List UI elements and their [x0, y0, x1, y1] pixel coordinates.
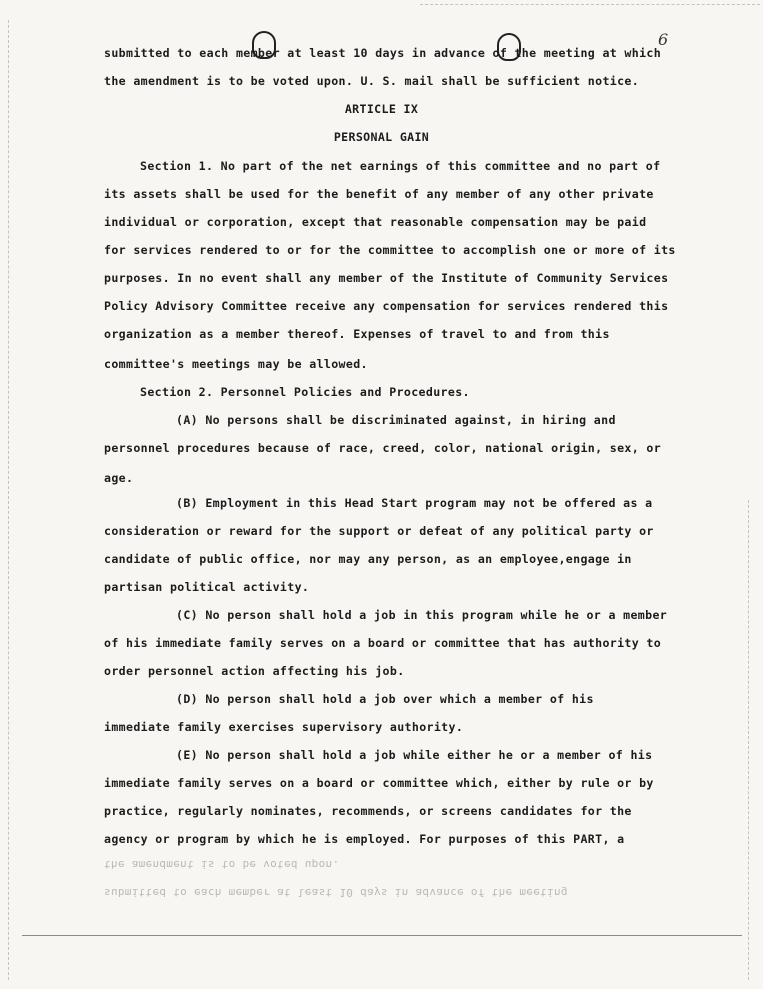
text-line: for services rendered to or for the committee to accomplish one or more of its [104, 243, 676, 257]
section-2-heading: Section 2. Personnel Policies and Procedures. [140, 385, 470, 399]
section-1-paragraph: Section 1. No part of the net earnings of this committee and no part of [140, 159, 661, 173]
text-line: practice, regularly nominates, recommends, or screens candidates for the [104, 804, 632, 818]
text-line: organization as a member thereof. Expenses of travel to and from this [104, 327, 610, 341]
text-line: age. [104, 471, 134, 485]
text-line: the amendment is to be voted upon. U. S. mail shall be sufficient notice. [104, 74, 640, 88]
text-line: agency or program by which he is employed. For purposes of this PART, a [104, 832, 625, 846]
clause-a: (A) No persons shall be discriminated against, in hiring and [176, 413, 616, 427]
bottom-rule [22, 935, 742, 936]
text-line: individual or corporation, except that reasonable compensation may be paid [104, 215, 647, 229]
text-line: of his immediate family serves on a board or committee that has authority to [104, 636, 662, 650]
page-number: 6 [658, 30, 669, 49]
bleed-through-text: submitted to each member at least 10 days in advance of the meeting [104, 886, 568, 899]
clause-b: (B) Employment in this Head Start program may not be offered as a [176, 496, 653, 510]
text-line: consideration or reward for the support or defeat of any political party or [104, 524, 654, 538]
article-title: ARTICLE IX [344, 102, 419, 116]
text-line: purposes. In no event shall any member of the Institute of Community Services [104, 271, 669, 285]
bleed-through-text: the amendment is to be voted upon. [104, 858, 340, 871]
clause-c: (C) No person shall hold a job in this program while he or a member [176, 608, 668, 622]
right-margin-rule [748, 500, 750, 980]
text-line: candidate of public office, nor may any person, as an employee,engage in [104, 552, 632, 566]
text-line: its assets shall be used for the benefit of any member of any other private [104, 187, 654, 201]
top-edge-rule [420, 4, 760, 6]
text-line: order personnel action affecting his job. [104, 664, 405, 678]
text-line: Policy Advisory Committee receive any compensation for services rendered this [104, 299, 669, 313]
clause-d: (D) No person shall hold a job over which a member of his [176, 692, 594, 706]
article-heading: PERSONAL GAIN [333, 130, 430, 144]
text-line: immediate family exercises supervisory authority. [104, 720, 464, 734]
clause-e: (E) No person shall hold a job while either he or a member of his [176, 748, 653, 762]
text-line: submitted to each member at least 10 days in advance of the meeting at which [104, 46, 662, 60]
text-line: committee's meetings may be allowed. [104, 357, 368, 371]
left-margin-rule [8, 20, 10, 980]
text-line: personnel procedures because of race, creed, color, national origin, sex, or [104, 441, 662, 455]
text-line: partisan political activity. [104, 580, 310, 594]
text-line: immediate family serves on a board or committee which, either by rule or by [104, 776, 654, 790]
